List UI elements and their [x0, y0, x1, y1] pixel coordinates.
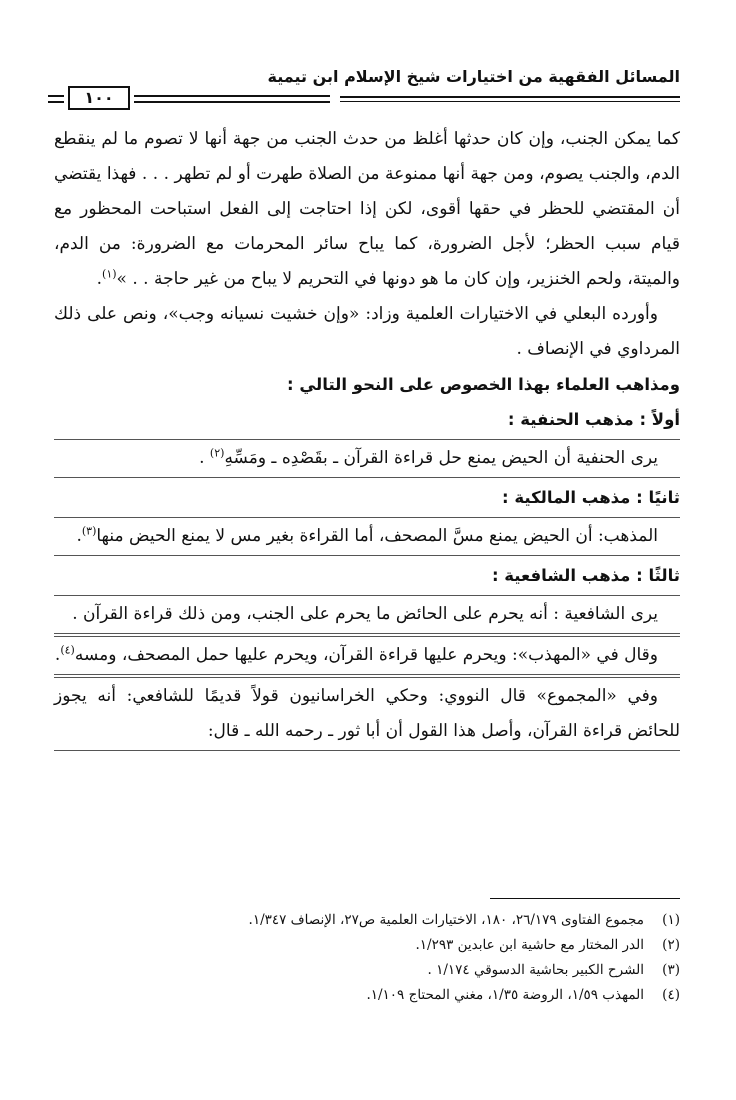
paragraph-maliki-text: المذهب: أن الحيض يمنع مسَّ المصحف، أما القراءة بغير مس لا يمنع الحيض منها	[96, 526, 658, 546]
paragraph-1-end: .	[96, 269, 103, 289]
footnote-ref-4: (٤)	[60, 643, 75, 657]
header-dash-left	[48, 95, 64, 103]
heading-maliki: ثانيًا : مذهب المالكية :	[502, 488, 680, 507]
paragraph-1-text: كما يمكن الجنب، وإن كان حدثها أغلظ من حدث الجنب من جهة أنها لا تصوم ما لم ينقطع الدم، والجنب يصوم، ومن جهة أنها ممنوعة من الصلاة طهرت أو لم تطهر . . . فهذا يقتضي أن المقتضي للحظر في حقها أقوى، لكن إذا احتاجت إلى الفعل استباحت المحظور مع قيام سبب الحظر؛ لأجل الضرورة، كما يباح سائر المحرمات مع الضرورة: من الدم، والميتة، ولحم الخنزير، وإن كان ما هو دونها في التحريم لا يباح من غير حاجة . . »	[54, 129, 680, 289]
paragraph-shafii: يرى الشافعية : أنه يحرم على الحائض ما يحرم على الجنب، ومن ذلك قراءة القرآن .	[54, 595, 680, 634]
running-title: المسائل الفقهية من اختيارات شيخ الإسلام ابن تيمية	[267, 67, 680, 86]
page-header	[54, 62, 680, 112]
footnote-text: مجموع الفتاوى ٢٦/١٧٩، ١٨٠، الاختيارات العلمية ص٢٧، الإنصاف ١/٣٤٧.	[248, 912, 644, 928]
paragraph-hanafi-end: .	[199, 448, 210, 468]
footnotes	[54, 908, 680, 1008]
paragraph-maliki-end: .	[76, 526, 82, 546]
footnote-text: المهذب ١/٥٩، الروضة ١/٣٥، مغني المحتاج ١/١٠٩.	[366, 987, 644, 1003]
paragraph-2: وأورده البعلي في الاختيارات العلمية وزاد: «وإن خشيت نسيانه وجب»، ونص على ذلك المرداوي في الإنصاف .	[54, 304, 680, 359]
paragraph-hanafi-text: يرى الحنفية أن الحيض يمنع حل قراءة القرآن ـ بقَصْدِه ـ ومَسِّهِ	[224, 448, 658, 468]
paragraph-muhadhdhab	[54, 636, 680, 675]
paragraph-1	[54, 122, 680, 297]
section-intro: ومذاهب العلماء بهذا الخصوص على النحو التالي :	[287, 375, 680, 394]
footnote-item	[54, 908, 680, 933]
paragraph-muhadhdhab-text: وقال في «المهذب»: ويحرم عليها قراءة القرآن، ويحرم عليها حمل المصحف، ومسه	[74, 645, 658, 665]
heading-shafii: ثالثًا : مذهب الشافعية :	[491, 566, 680, 585]
footnote-text: الشرح الكبير بحاشية الدسوقي ١/١٧٤ .	[427, 962, 644, 978]
paragraph-majmu: وفي «المجموع» قال النووي: وحكي الخراسانيون قولاً قديمًا للشافعي: أنه يجوز للحائض قراءة القرآن، وأصل هذا القول أن أبا ثور ـ رحمه الله ـ قال:	[54, 677, 680, 751]
footnote-number: (٢)	[662, 937, 680, 953]
footnote-separator	[490, 898, 680, 899]
body-text	[54, 122, 680, 753]
paragraph-hanafi	[54, 439, 680, 478]
footnote-item	[54, 983, 680, 1008]
paragraph-maliki	[54, 517, 680, 556]
footnote-number: (١)	[662, 912, 680, 928]
footnote-ref-1: (١)	[102, 267, 117, 281]
header-title-rule	[340, 96, 680, 102]
footnote-text: الدر المختار مع حاشية ابن عابدين ١/٢٩٣.	[415, 937, 644, 953]
footnote-ref-2: (٢)	[209, 446, 225, 460]
paragraph-muhadhdhab-end: .	[54, 645, 61, 665]
page-number: ١٠٠	[68, 86, 130, 110]
header-double-rule	[134, 95, 330, 103]
heading-hanafi: أولاً : مذهب الحنفية :	[507, 410, 680, 429]
footnote-number: (٣)	[662, 962, 680, 978]
footnote-ref-3: (٣)	[81, 524, 97, 538]
footnote-item	[54, 933, 680, 958]
footnote-number: (٤)	[662, 987, 680, 1003]
footnote-item	[54, 958, 680, 983]
